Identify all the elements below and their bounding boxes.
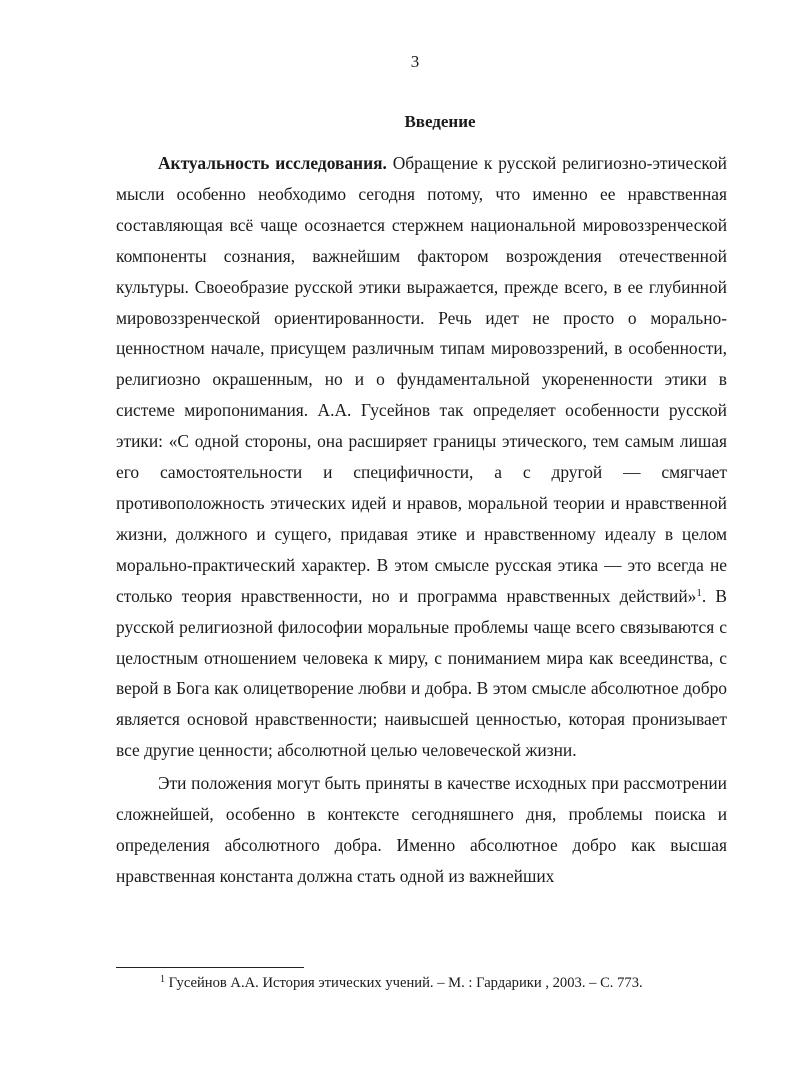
body-text bbox=[116, 148, 727, 892]
footnote-reference[interactable]: 1 bbox=[696, 586, 702, 599]
paragraph-relevance bbox=[116, 148, 727, 766]
footnote-mark: 1 bbox=[160, 974, 165, 985]
footnote bbox=[160, 975, 643, 992]
paragraph-text: Обращение к русской религиозно-этической мысли особенно необходимо сегодня потому, что именно ее нравственная составляющая всё чаще осознается стержнем национальной мировоззренческой компоненты сознания, важнейшим фактором возрождения отечественной культуры. Своеобразие русской этики выражается, прежде всего, в ее глубинной мировоззренческой ориентированности. Речь идет не просто о морально-ценностном начале, присущем различным типам мировоззрений, в особенности, религиозно окрашенным, но и о фундаментальной укорененности этики в системе миропонимания. А.А. Гусейнов так определяет особенности русской этики: «С одной стороны, она расширяет границы этического, тем самым лишая его самостоятельности и специфичности, а с другой — смягчает противоположность этических идей и нравов, моральной теории и нравственной жизни, должного и сущего, придавая этике и нравственному идеалу в целом морально-практический характер. В этом смысле русская этика — это всегда не столько теория нравственности, но и программа нравственных действий» bbox=[116, 153, 727, 606]
footnote-divider bbox=[116, 967, 304, 968]
footnote-text: Гусейнов А.А. История этических учений. – М. : Гардарики , 2003. – С. 773. bbox=[168, 975, 643, 991]
page-number: 3 bbox=[410, 52, 420, 71]
paragraph-text-continued: . В русской религиозной философии моральные проблемы чаще всего связываются с целостным отношением человека к миру, с пониманием мира как всеединства, с верой в Бога как олицетворение любви и добра. В этом смысле абсолютное добро является основой нравственности; наивысшей ценностью, которая пронизывает все другие ценности; абсолютной целью человеческой жизни. bbox=[116, 585, 728, 761]
paragraph-positions: Эти положения могут быть приняты в качестве исходных при рассмотрении сложнейшей, особенно в контексте сегодняшнего дня, проблемы поиска и определения абсолютного добра. Именно абсолютное добро как высшая нравственная константа должна стать одной из важнейших bbox=[116, 773, 727, 886]
section-heading: Введение bbox=[404, 112, 476, 131]
paragraph-lead: Актуальность исследования. bbox=[158, 153, 387, 173]
